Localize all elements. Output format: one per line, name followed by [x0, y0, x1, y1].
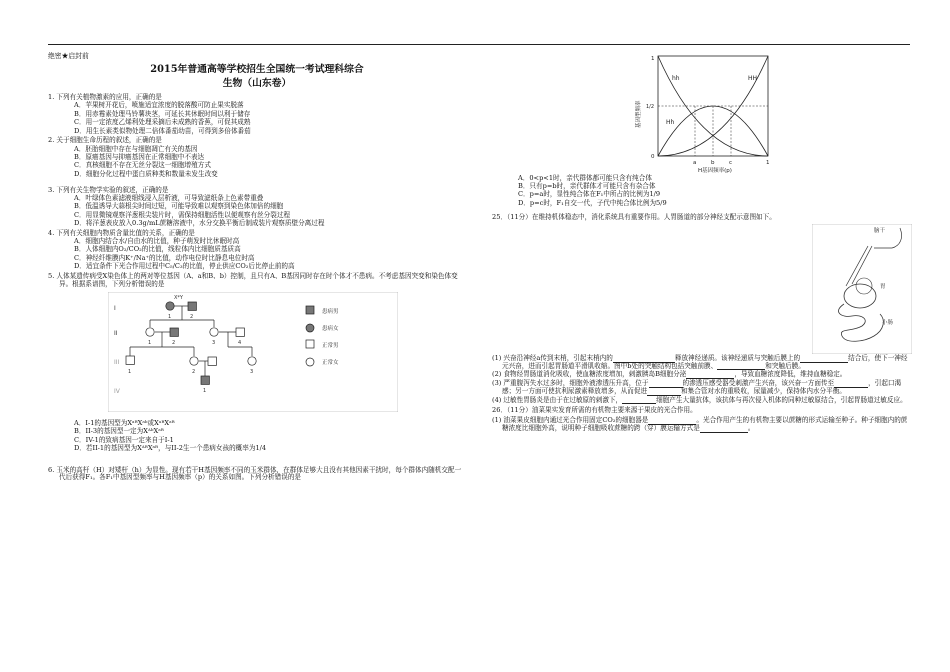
pedigree-label-ii2: 2: [172, 340, 176, 347]
y-tick-0: 0: [651, 154, 655, 160]
generation-label-3: III: [114, 359, 120, 367]
question-stem: 玉米的高杆（H）对矮杆（h）为显性。现有若干H基因频率不同的玉米群体，在群体足够大且没有其他因素干扰时，每个群体内随机交配一代后获得F₁。各F₁中基因型频率与H基因频率（p）的关系如图。下列分析错误的是: [56, 465, 462, 482]
label-Hh: Hh: [666, 119, 675, 126]
legend-affected-female: 患病女: [322, 326, 339, 333]
pedigree-label-i2: 2: [190, 314, 194, 321]
question-number: 5.: [48, 271, 55, 280]
x-axis-label: H基因频率(p): [698, 168, 732, 174]
legend-normal-male: 正常男: [322, 343, 339, 350]
stomach-shape: [844, 284, 876, 308]
x-tick-b: b: [711, 160, 715, 166]
legend-affected-female-symbol: [306, 324, 314, 332]
q25-part-3: (3) 严重腹泻失水过多时，细胞外液渗透压升高，位于 的渗透压感受器受刺激产生兴奋，该兴奋一方面传至 ，引起口渴感；另一方面可使抗利尿激素释放增多，从而促进 和集合管对水的重吸收，尿量减少，保持体内水分平衡。: [492, 379, 902, 395]
q6-option-d: D．p=c时，F₁自交一代，子代中纯合体比例为5/9: [518, 198, 667, 207]
x-tick-1: 1: [766, 160, 770, 166]
option-d: D．细胞分化过程中蛋白质种类和数量未发生改变: [74, 169, 218, 178]
x-tick-a: a: [693, 160, 697, 166]
question-number: 4.: [48, 228, 55, 237]
option-a: A．I-1的基因型为XᵃᴮXᵃᵇ或XᵃᴮXᵃᴮ: [74, 418, 175, 427]
question-1: [48, 94, 466, 135]
question-number: 1.: [48, 93, 55, 102]
right-column: [492, 50, 912, 434]
question-stem: 下列有关植物激素的应用，正确的是: [56, 93, 162, 102]
q25-part-1: (1) 兴奋沿神经a传到末梢，引起末梢内的 释放神经递质。该神经递质与突触后膜上的 结合后，使下一神经元兴奋，进而引起胃肠道平滑肌收缩。图中b处的突触结构包括突触前膜、 和突触后膜。: [492, 353, 908, 370]
pedigree-i2-affected-male: [188, 302, 196, 310]
pedigree-sex-note: X*Y: [174, 295, 183, 302]
option-c: C．IV-1的致病基因一定来自于I-1: [74, 435, 174, 444]
option-b: B．人体细胞内O₂/CO₂的比值，线粒体内比细胞质基质高: [74, 245, 241, 254]
label-stomach: 胃: [880, 283, 886, 290]
pedigree-ii4-male: [236, 328, 244, 336]
generation-label-1: I: [114, 305, 116, 313]
question-stem: 关于细胞生命历程的叙述，正确的是: [56, 136, 162, 145]
pedigree-i1-affected-female: [166, 302, 174, 310]
legend-normal-female-symbol: [306, 358, 314, 366]
question-stem: 下列有关细胞内物质含量比值的关系，正确的是: [56, 228, 195, 237]
pedigree-label-ii3: 3: [212, 340, 216, 347]
option-d: D．适宜条件下光合作用过程中C₅/C₃的比值，停止供应CO₂后比停止前的高: [74, 262, 295, 271]
pedigree-label-iv1: 1: [203, 388, 207, 395]
header-rule: [48, 44, 910, 45]
exam-title: 2015年普通高等学校招生全国统一考试理科综合: [150, 64, 364, 76]
option-b: B．低温诱导大蒜根尖时间过短，可能导致难以观察到染色体加倍的细胞: [74, 202, 284, 211]
option-d: D．将洋葱表皮放入0.3g/mL蔗糖溶液中，水分交换平衡后制成装片观察质壁分离过程: [74, 218, 325, 227]
option-a: A．细胞内结合水/自由水的比值，种子萌发时比休眠时高: [74, 237, 240, 246]
y-tick-half: 1/2: [646, 104, 655, 110]
y-tick-1: 1: [651, 56, 655, 62]
pedigree-chart: [108, 292, 398, 412]
question-stem: 下列有关生物学实验的叙述，正确的是: [56, 185, 169, 194]
x-tick-c: c: [729, 160, 733, 166]
pedigree-iii3-female: [248, 357, 256, 365]
pedigree-label-iii2: 2: [192, 369, 196, 376]
option-d: D．若II-1的基因型为XᴬᴮXᵃᴮ，与II-2生一个患病女孩的概率为1/4: [74, 443, 267, 452]
pedigree-iii1-male: [126, 356, 134, 364]
question-stem: 人体某遗传病受X染色体上的两对等位基因（A、a和B、b）控制，且只有A、B基因同时存在时个体才不患病。不考虑基因突变和染色体变异。根据系谱图，下列分析错误的是: [56, 271, 458, 288]
question-number: 6.: [48, 465, 55, 474]
option-b: B．用赤霉素处理马铃薯块茎，可延长其休眠时间以利于储存: [74, 109, 251, 118]
genotype-frequency-graph: [632, 50, 792, 174]
option-b: B．原癌基因与抑癌基因在正常细胞中不表达: [74, 153, 205, 162]
legend-normal-female: 正常女: [322, 360, 339, 367]
exam-subtitle: 生物（山东卷）: [222, 77, 292, 89]
pedigree-label-ii4: 4: [238, 340, 242, 347]
question-number: 2.: [48, 136, 55, 145]
option-b: B．II-3的基因型一定为XᴬᵇXᵃᴮ: [74, 427, 164, 436]
option-d: D．用生长素类似物处理二倍体番茄幼苗，可得到多倍体番茄: [74, 126, 251, 135]
q26-part-1: (1) 油菜果皮细胞内通过光合作用固定CO₂的细胞器是 。光合作用产生的有机物主要以蔗糖的形式运输至种子。种子细胞内的蔗糖浓度比细胞外高，说明种子细胞吸收蔗糖的跨（穿）膜运输方式是 。: [492, 416, 908, 432]
generation-label-2: II: [114, 330, 118, 338]
question-26-stem: 26．（11分）油菜果实发育所需的有机物主要来源于果皮的光合作用。: [492, 406, 697, 415]
q25-part-2: (2) 食物经胃肠道消化吸收，使血糖浓度增加，刺激胰岛B细胞分泌 ，导致血糖浓度降低，维持血糖稳定。: [492, 370, 847, 379]
pedigree-label-i1: 1: [168, 314, 172, 321]
option-a: A．胚胎细胞中存在与细胞凋亡有关的基因: [74, 144, 198, 153]
question-3: [48, 187, 466, 228]
question-4: [48, 230, 466, 271]
q25-part-4: (4) 过敏性胃肠炎是由于在过敏原的刺激下， 细胞产生大量抗体，该抗体与再次侵入机体的同种过敏原结合，引起胃肠道过敏反应。: [492, 395, 907, 404]
pedigree-iii-spouse-male: [208, 357, 216, 365]
label-brainstem: 脑干: [874, 227, 886, 234]
option-c: C．真核细胞不存在无丝分裂这一细胞增殖方式: [74, 161, 211, 170]
intestine-shape: [839, 304, 884, 341]
option-c: C．神经纤维膜内K⁺/Na⁺的比值，动作电位时比静息电位时高: [74, 253, 255, 262]
left-column: [48, 52, 466, 484]
pedigree-label-iii1: 1: [128, 369, 132, 376]
digestive-nerve-figure: [812, 224, 912, 354]
legend-affected-male: 患病男: [322, 309, 339, 316]
legend-normal-male-symbol: [306, 340, 314, 348]
option-c: C．用一定浓度乙烯利处理采摘后未成熟的香蕉，可促其成熟: [74, 118, 251, 127]
legend-affected-male-symbol: [306, 306, 314, 314]
option-c: C．用显微镜观察洋葱根尖装片时，需保持细胞活性以便观察有丝分裂过程: [74, 210, 291, 219]
q6-option-b: B．只有p=b时，亲代群体才可能只含有杂合体: [518, 181, 656, 190]
label-HH: HH: [748, 75, 758, 82]
question-number: 3.: [48, 185, 55, 194]
pedigree-label-ii1: 1: [148, 340, 152, 347]
q6-option-c: C．p=a时，显性纯合体在F₁中所占的比例为1/9: [518, 190, 661, 199]
pedigree-ii3-female: [210, 328, 218, 336]
pedigree-iii2-female: [190, 357, 198, 365]
label-hh: hh: [672, 75, 680, 82]
question-2: [48, 137, 466, 178]
question-25-stem: 25．（11分）在维持机体稳态中，消化系统具有重要作用。人胃肠道的部分神经支配示意图如下。: [492, 213, 776, 222]
pedigree-ii2-affected-male: [170, 328, 178, 336]
label-small-intestine: 小肠: [882, 319, 894, 326]
pedigree-label-iii3: 3: [250, 369, 254, 376]
option-a: A．苹果树开花后，喷施适宜浓度的脱落酸可防止果实脱落: [74, 101, 244, 110]
secret-mark: 绝密★启封前: [48, 52, 89, 60]
question-5: [48, 273, 466, 453]
pedigree-ii1-female: [146, 328, 154, 336]
option-a: A．叶绿体色素滤液细线浸入层析液，可导致滤纸条上色素带重叠: [74, 193, 264, 202]
question-6: [48, 467, 466, 483]
q6-option-a: A．0<p<1时，亲代群体都可能只含有纯合体: [518, 173, 652, 182]
generation-label-4: IV: [114, 388, 120, 396]
pedigree-iv1-affected-male: [201, 376, 209, 384]
y-axis-label: 基因型频率: [636, 100, 642, 128]
